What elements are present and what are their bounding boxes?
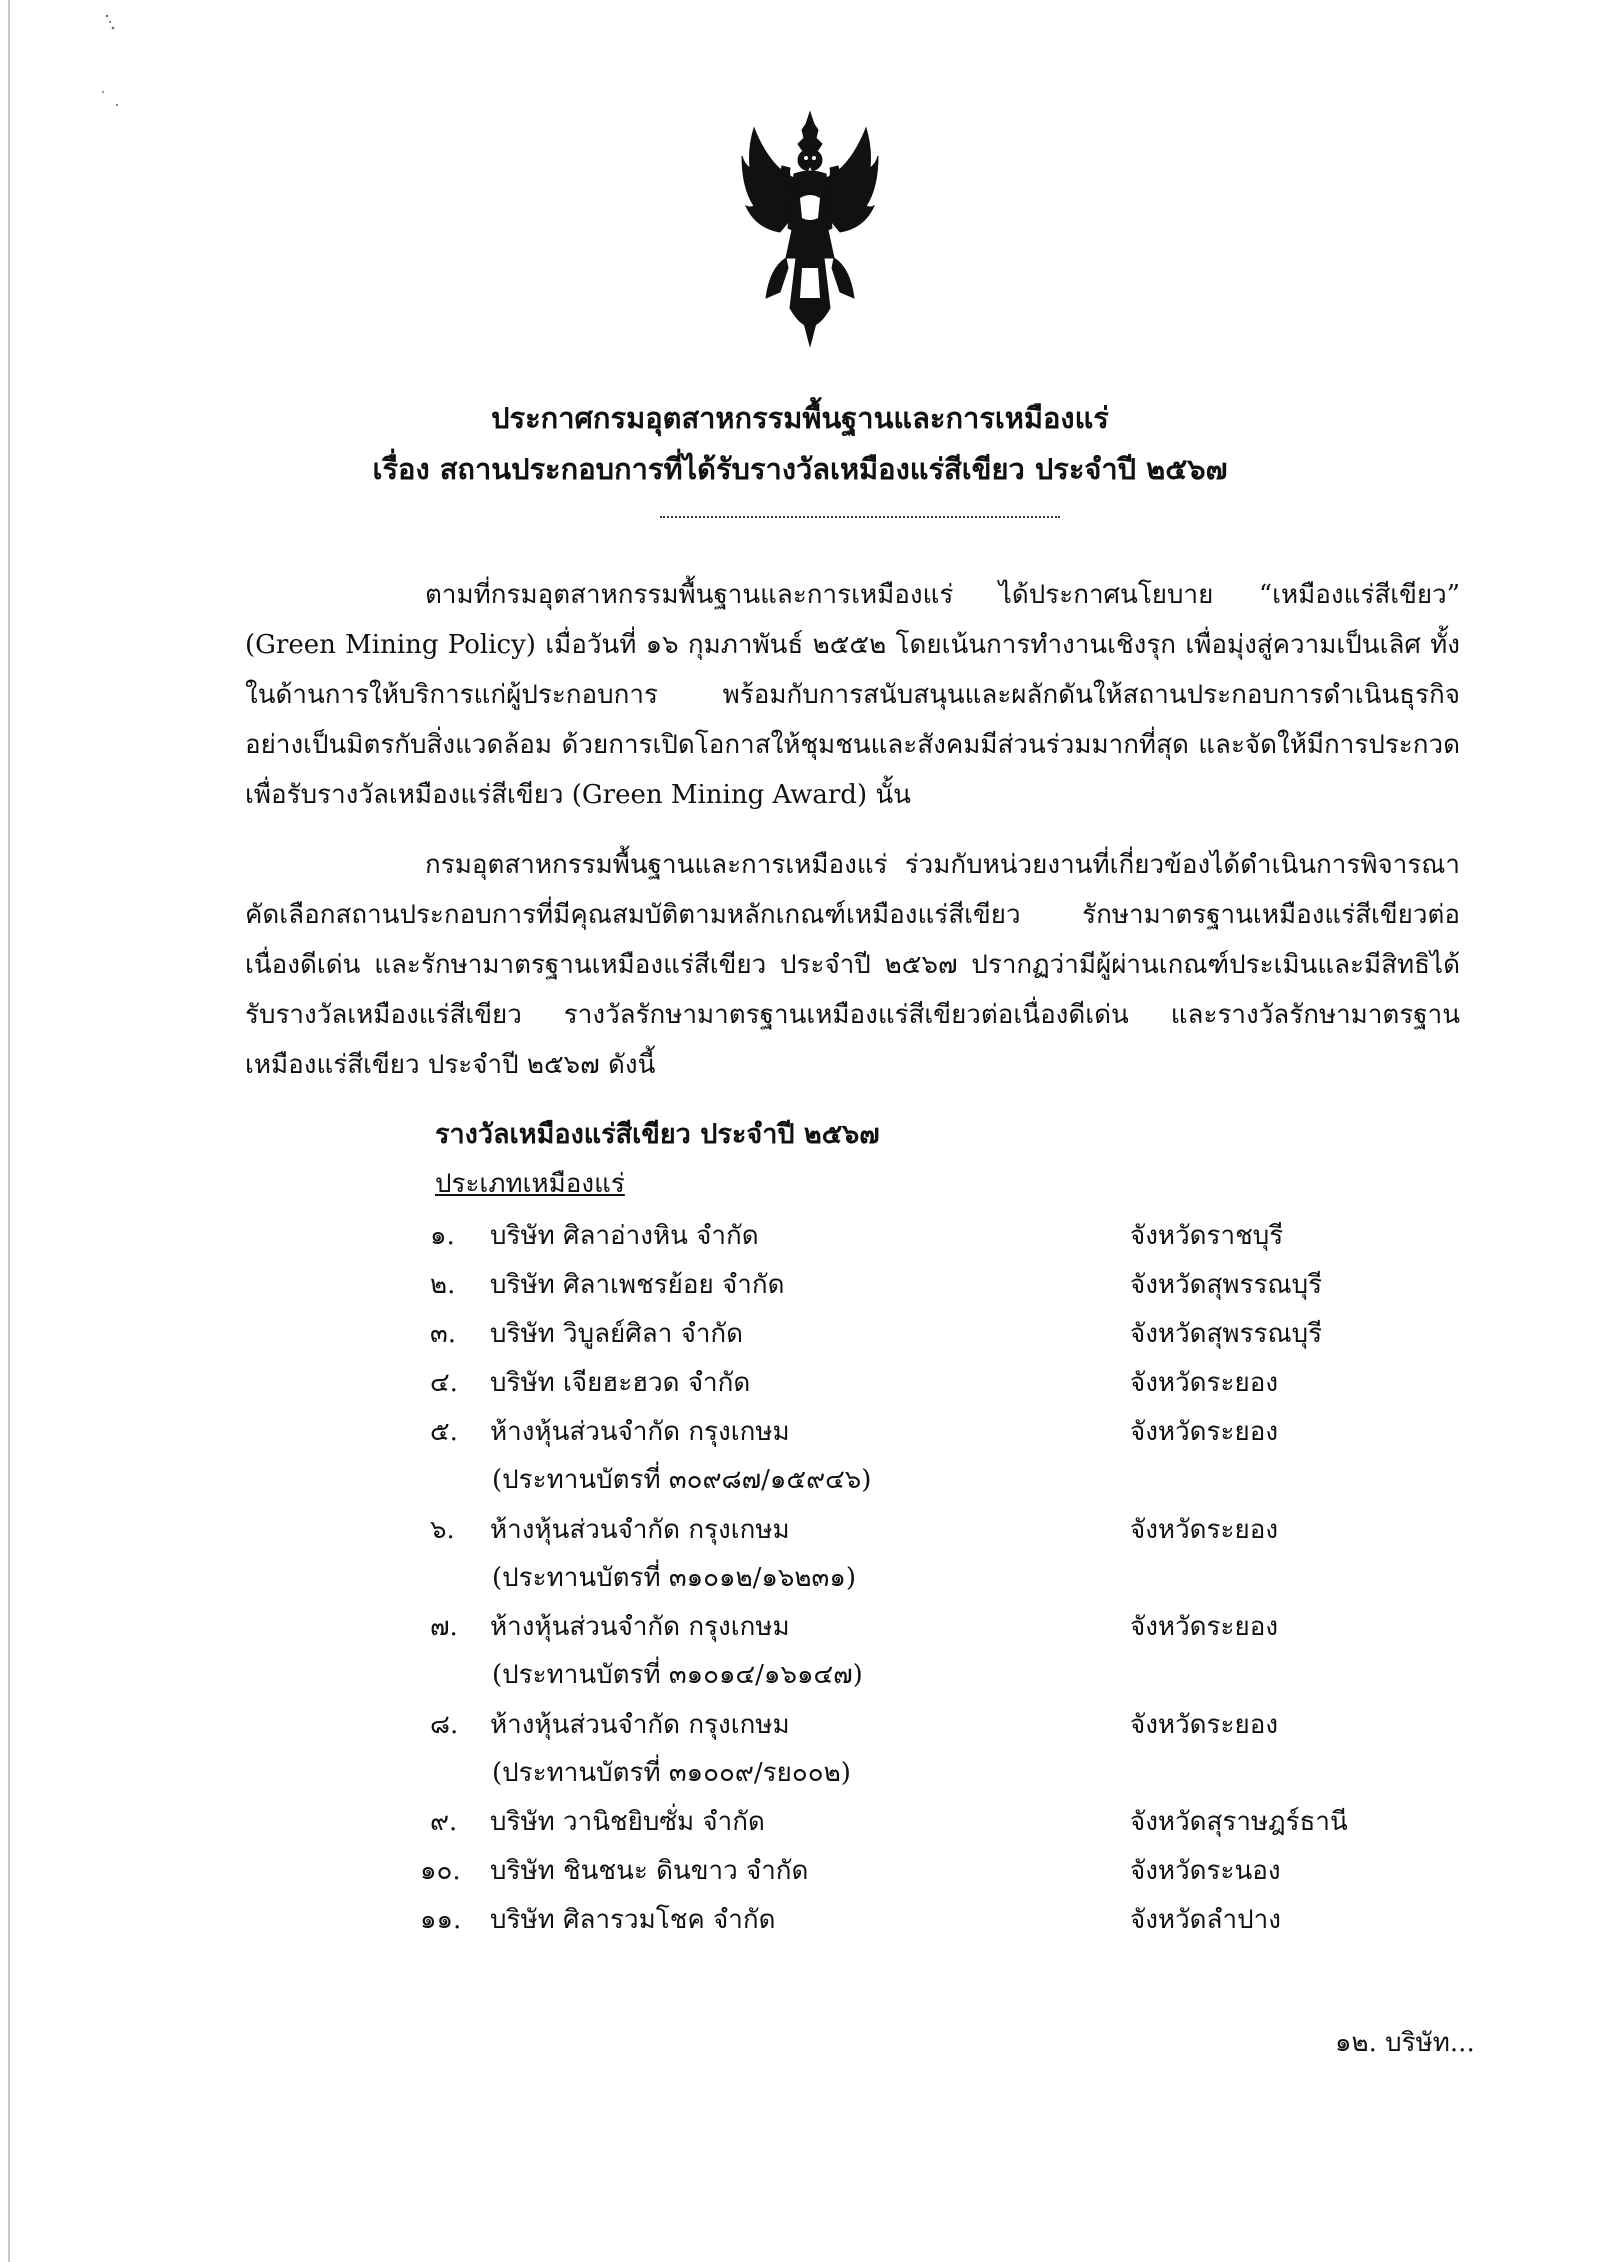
company-name: บริษัท วิบูลย์ศิลา จำกัด — [490, 1319, 744, 1349]
list-item — [430, 1509, 1380, 1603]
company-name: บริษัท เจียฮะฮวด จำกัด — [490, 1368, 751, 1398]
item-number: ๗. — [430, 1612, 458, 1642]
list-item — [430, 1606, 1380, 1700]
item-number: ๑๑. — [420, 1905, 462, 1935]
province: จังหวัดระยอง — [1130, 1710, 1279, 1740]
permit-number: (ประทานบัตรที่ ๓๑๐๑๔/๑๖๑๔๗) — [492, 1660, 863, 1690]
company-name: บริษัท วานิชยิบซั่ม จำกัด — [490, 1807, 765, 1837]
province: จังหวัดสุพรรณบุรี — [1130, 1270, 1323, 1300]
company-name: ห้างหุ้นส่วนจำกัด กรุงเกษม — [490, 1417, 790, 1447]
list-item — [430, 1801, 1380, 1847]
company-name: ห้างหุ้นส่วนจำกัด กรุงเกษม — [490, 1710, 790, 1740]
permit-number: (ประทานบัตรที่ ๓๑๐๑๒/๑๖๒๓๑) — [492, 1563, 856, 1593]
list-item — [430, 1215, 1380, 1261]
list-item — [430, 1362, 1380, 1408]
province: จังหวัดระยอง — [1130, 1368, 1279, 1398]
item-number: ๓. — [430, 1319, 457, 1349]
list-item — [420, 1899, 1380, 1945]
company-name: บริษัท ศิลาอ่างหิน จำกัด — [490, 1221, 759, 1251]
company-name: บริษัท ศิลาเพชรย้อย จำกัด — [490, 1270, 785, 1300]
announcement-title: ประกาศกรมอุตสาหกรรมพื้นฐานและการเหมืองแร่ — [491, 401, 1109, 435]
province: จังหวัดระยอง — [1130, 1417, 1279, 1447]
company-name: บริษัท ชินชนะ ดินขาว จำกัด — [490, 1856, 809, 1886]
continuation-marker: ๑๒. บริษัท... — [1335, 2028, 1475, 2058]
province: จังหวัดระนอง — [1130, 1856, 1281, 1886]
list-item — [430, 1313, 1380, 1359]
item-number: ๑๐. — [420, 1856, 461, 1886]
province: จังหวัดราชบุรี — [1130, 1221, 1284, 1251]
permit-number: (ประทานบัตรที่ ๓๐๙๘๗/๑๕๙๔๖) — [492, 1465, 872, 1495]
province: จังหวัดลำปาง — [1130, 1905, 1281, 1935]
item-number: ๔. — [430, 1368, 458, 1398]
list-item — [430, 1411, 1380, 1505]
list-item — [430, 1264, 1380, 1310]
list-item — [430, 1704, 1380, 1798]
selection-paragraph-text: กรมอุตสาหกรรมพื้นฐานและการเหมืองแร่ ร่วมกับหน่วยงานที่เกี่ยวข้องได้ดำเนินการพิจารณาคัดเลือกสถานประกอบการที่มีคุณสมบัติตามหลักเกณฑ์เหมืองแร่สีเขียว รักษามาตรฐานเหมืองแร่สีเขียวต่อเนื่องดีเด่น และรักษามาตรฐานเหมืองแร่สีเขียว ประจำปี ๒๕๖๗ ปรากฏว่ามีผู้ผ่านเกณฑ์ประเมินและมีสิทธิได้รับรางวัลเหมืองแร่สีเขียว รางวัลรักษามาตรฐานเหมืองแร่สีเขียวต่อเนื่องดีเด่น และรางวัลรักษามาตรฐานเหมืองแร่สีเขียว ประจำปี ๒๕๖๗ ดังนี้ — [245, 850, 1460, 1080]
company-name: ห้างหุ้นส่วนจำกัด กรุงเกษม — [490, 1515, 790, 1545]
item-number: ๒. — [430, 1270, 456, 1300]
permit-number: (ประทานบัตรที่ ๓๑๐๐๙/รย๐๐๒) — [492, 1758, 851, 1788]
province: จังหวัดสุราษฎร์ธานี — [1130, 1807, 1348, 1837]
intro-paragraph-text: ตามที่กรมอุตสาหกรรมพื้นฐานและการเหมืองแร่ ได้ประกาศนโยบาย “เหมืองแร่สีเขียว” (Green Mining Policy) เมื่อวันที่ ๑๖ กุมภาพันธ์ ๒๕๕๒ โดยเน้นการทำงานเชิงรุก เพื่อมุ่งสู่ความเป็นเลิศ ทั้งในด้านการให้บริการแก่ผู้ประกอบการ พร้อมกับการสนับสนุนและผลักดันให้สถานประกอบการดำเนินธุรกิจอย่างเป็นมิตรกับสิ่งแวดล้อม ด้วยการเปิดโอกาสให้ชุมชนและสังคมมีส่วนร่วมมากที่สุด และจัดให้มีการประกวดเพื่อรับรางวัลเหมืองแร่สีเขียว (Green Mining Award) นั้น — [245, 580, 1460, 810]
company-name: บริษัท ศิลารวมโชค จำกัด — [490, 1905, 776, 1935]
item-number: ๑. — [430, 1221, 455, 1251]
item-number: ๘. — [430, 1710, 459, 1740]
province: จังหวัดระยอง — [1130, 1515, 1279, 1545]
province: จังหวัดระยอง — [1130, 1612, 1279, 1642]
item-number: ๖. — [430, 1515, 455, 1545]
province: จังหวัดสุพรรณบุรี — [1130, 1319, 1323, 1349]
company-name: ห้างหุ้นส่วนจำกัด กรุงเกษม — [490, 1612, 790, 1642]
item-number: ๕. — [430, 1417, 458, 1447]
announcement-subject: เรื่อง สถานประกอบการที่ได้รับรางวัลเหมืองแร่สีเขียว ประจำปี ๒๕๖๗ — [372, 452, 1228, 486]
item-number: ๙. — [430, 1807, 458, 1837]
award-section-title: รางวัลเหมืองแร่สีเขียว ประจำปี ๒๕๖๗ — [435, 1119, 880, 1150]
award-category: ประเภทเหมืองแร่ — [435, 1169, 625, 1199]
list-item — [420, 1850, 1380, 1896]
